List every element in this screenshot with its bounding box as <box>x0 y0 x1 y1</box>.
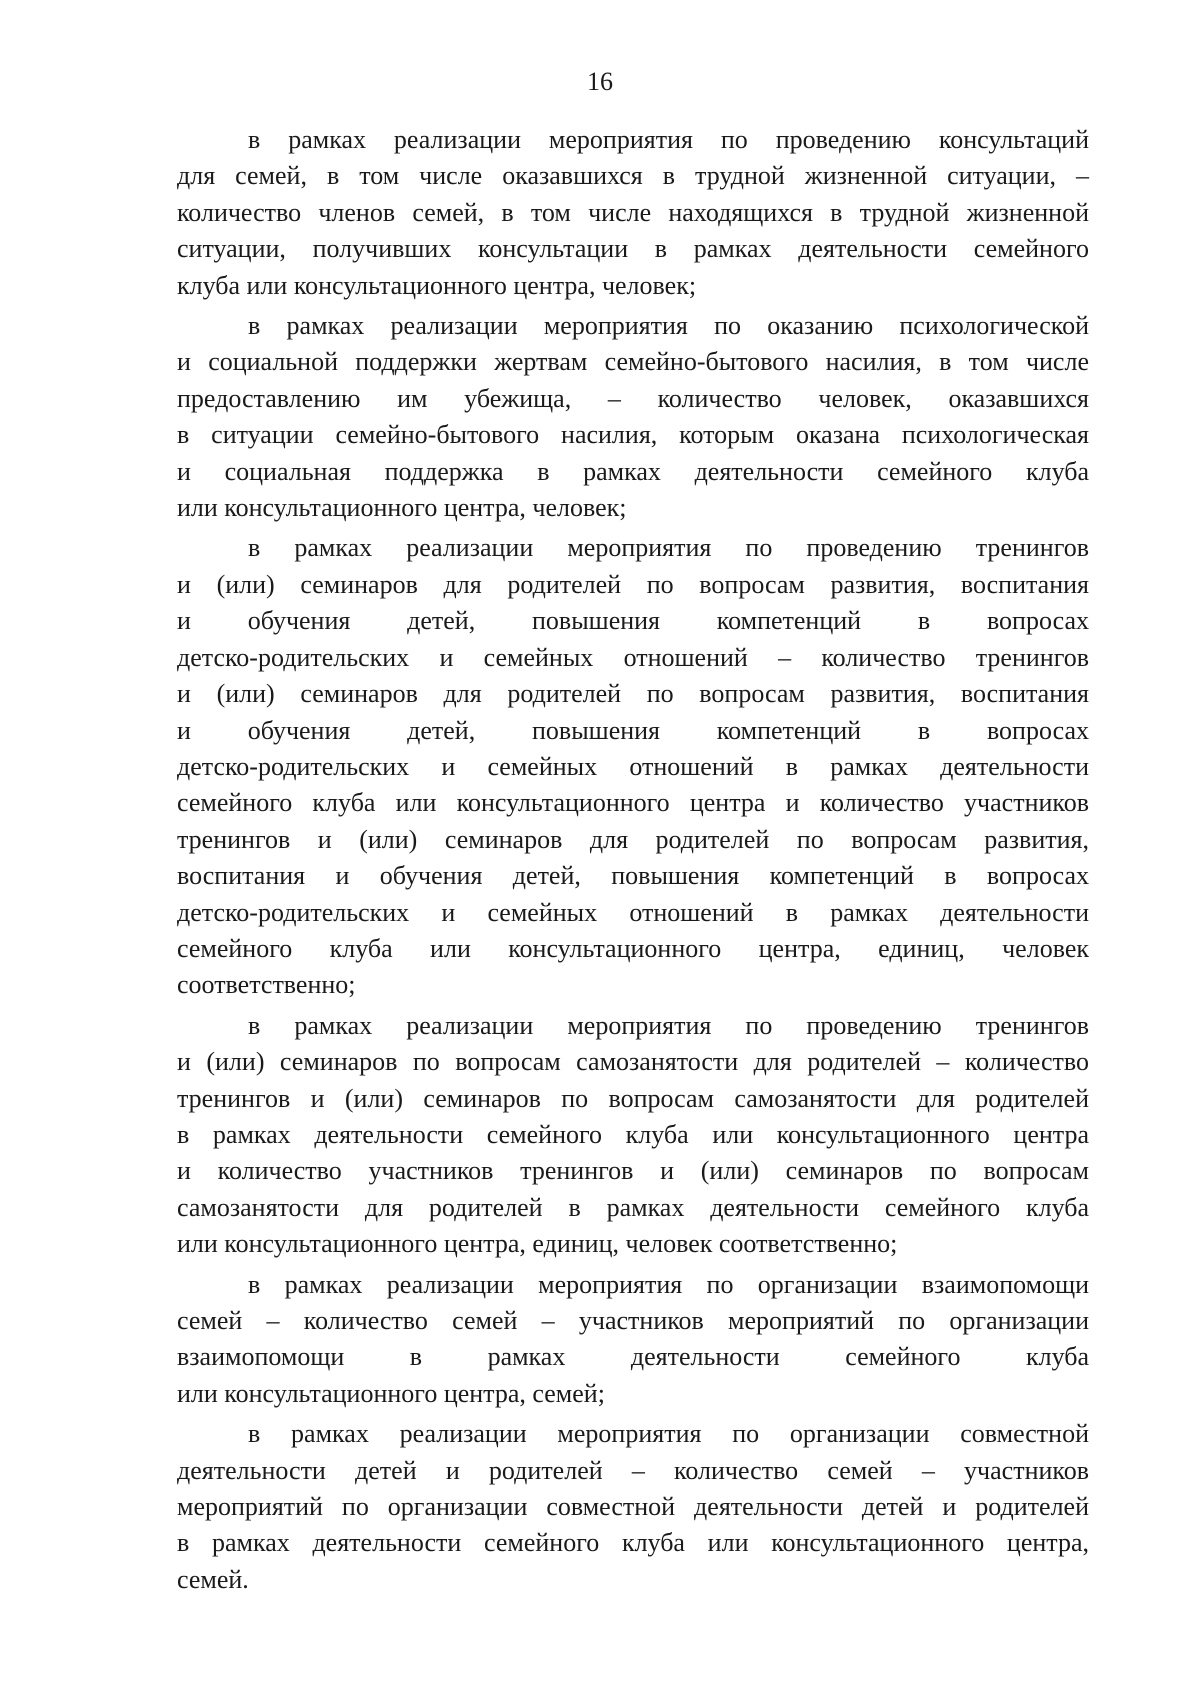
page-number: 16 <box>587 67 613 96</box>
paragraph-line: и (или) семинаров для родителей по вопросам развития, воспитания <box>177 679 1089 709</box>
paragraph-line: предоставлению им убежища, – количество человек, оказавшихся <box>177 383 1089 413</box>
paragraph-line: семей. <box>177 1564 249 1594</box>
paragraph-line: ситуации, получивших консультации в рамках деятельности семейного <box>177 234 1089 264</box>
paragraph-line: детско-родительских и семейных отношений – количество тренингов <box>177 642 1089 672</box>
paragraph-line: соответственно; <box>177 970 356 1000</box>
paragraph-line: и социальная поддержка в рамках деятельности семейного клуба <box>177 456 1089 486</box>
paragraph-line: самозанятости для родителей в рамках деятельности семейного клуба <box>177 1192 1089 1222</box>
paragraph-line: и (или) семинаров по вопросам самозанятости для родителей – количество <box>177 1047 1089 1077</box>
paragraph-line: тренингов и (или) семинаров по вопросам самозанятости для родителей <box>177 1083 1089 1113</box>
paragraph-line: детско-родительских и семейных отношений в рамках деятельности <box>177 751 1089 781</box>
paragraph <box>177 1416 1089 1598</box>
paragraph-line: количество членов семей, в том числе находящихся в трудной жизненной <box>177 197 1089 227</box>
paragraph-line: в рамках реализации мероприятия по организации совместной <box>248 1419 1089 1449</box>
paragraph-line: тренингов и (или) семинаров для родителей по вопросам развития, <box>177 824 1089 854</box>
paragraph-line: клуба или консультационного центра, человек; <box>177 270 697 300</box>
paragraph <box>177 530 1089 1003</box>
paragraph-line: и (или) семинаров для родителей по вопросам развития, воспитания <box>177 569 1089 599</box>
paragraph-line: семей – количество семей – участников мероприятий по организации <box>177 1306 1089 1335</box>
paragraph-line: и обучения детей, повышения компетенций в вопросах <box>177 606 1089 636</box>
paragraph <box>177 1267 1089 1413</box>
paragraph-line: и количество участников тренингов и (или) семинаров по вопросам <box>177 1156 1089 1186</box>
paragraph-line: в рамках деятельности семейного клуба или консультационного центра, <box>177 1528 1089 1558</box>
paragraph-line: семейного клуба или консультационного центра и количество участников <box>177 788 1089 818</box>
paragraph-line: в рамках реализации мероприятия по проведению тренингов <box>248 1010 1089 1040</box>
paragraph <box>177 308 1089 526</box>
paragraph <box>177 122 1089 304</box>
paragraph-line: или консультационного центра, семей; <box>177 1378 605 1408</box>
paragraph-line: взаимопомощи в рамках деятельности семейного клуба <box>177 1342 1089 1372</box>
document-body <box>177 122 1089 1602</box>
paragraph-line: воспитания и обучения детей, повышения компетенций в вопросах <box>177 861 1089 891</box>
paragraph-line: в рамках деятельности семейного клуба или консультационного центра <box>177 1119 1089 1149</box>
paragraph <box>177 1008 1089 1263</box>
paragraph-line: или консультационного центра, единиц, человек соответственно; <box>177 1229 898 1259</box>
paragraph-line: или консультационного центра, человек; <box>177 493 627 523</box>
paragraph-line: мероприятий по организации совместной деятельности детей и родителей <box>177 1492 1089 1522</box>
paragraph-line: и обучения детей, повышения компетенций в вопросах <box>177 715 1089 745</box>
paragraph-line: в рамках реализации мероприятия по организации взаимопомощи <box>248 1269 1089 1299</box>
paragraph-line: в рамках реализации мероприятия по проведению консультаций <box>248 125 1089 154</box>
paragraph-line: и социальной поддержки жертвам семейно-бытового насилия, в том числе <box>177 347 1089 377</box>
paragraph-line: в рамках реализации мероприятия по проведению тренингов <box>248 533 1089 563</box>
paragraph-line: для семей, в том числе оказавшихся в трудной жизненной ситуации, – <box>177 161 1089 191</box>
paragraph-line: в ситуации семейно-бытового насилия, которым оказана психологическая <box>177 420 1089 450</box>
paragraph-line: семейного клуба или консультационного центра, единиц, человек <box>177 933 1089 963</box>
paragraph-line: в рамках реализации мероприятия по оказанию психологической <box>248 311 1089 341</box>
paragraph-line: детско-родительских и семейных отношений в рамках деятельности <box>177 897 1089 927</box>
paragraph-line: деятельности детей и родителей – количество семей – участников <box>177 1455 1089 1485</box>
